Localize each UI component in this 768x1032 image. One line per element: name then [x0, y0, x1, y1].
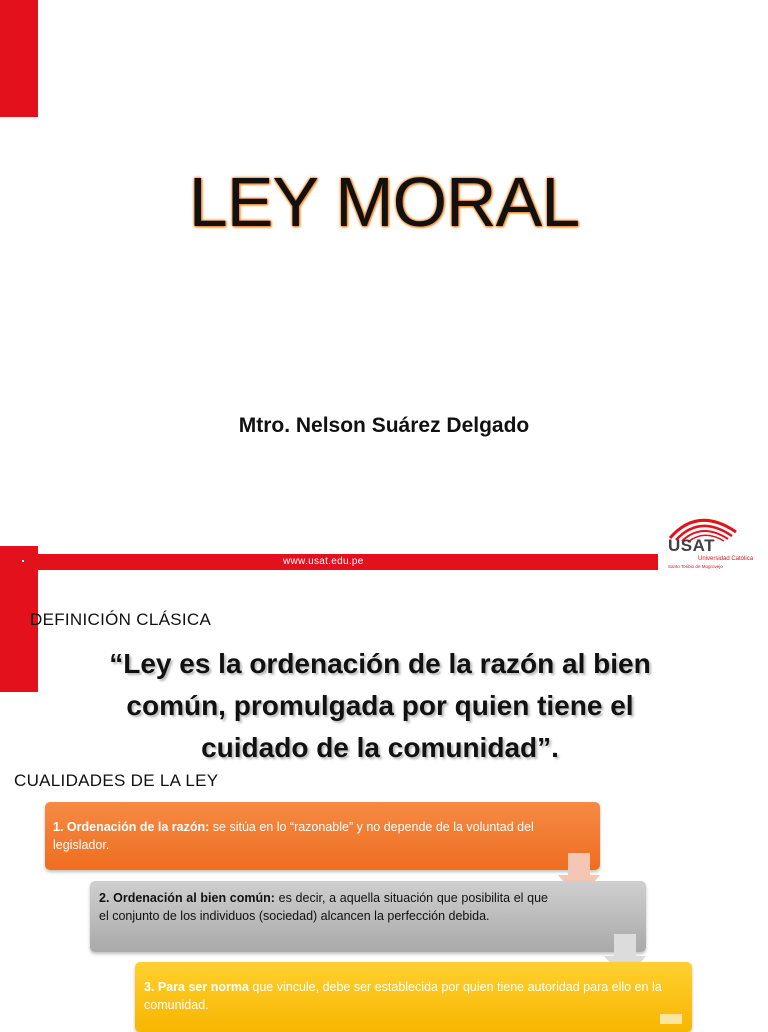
- quality-1-lead: 1. Ordenación de la razón:: [53, 820, 210, 834]
- quality-2-lead: 2. Ordenación al bien común:: [99, 891, 275, 905]
- footer-url: www.usat.edu.pe: [283, 556, 364, 567]
- quality-3-text: que vincule, debe ser establecida por quien tiene autoridad para ello en la comunidad.: [144, 980, 662, 1012]
- logo-subtitle: Universidad Católica: [698, 556, 754, 562]
- definition-heading: DEFINICIÓN CLÁSICA: [30, 610, 212, 629]
- quality-box-1: [45, 802, 600, 870]
- down-arrow-icon: [650, 1014, 692, 1024]
- quality-box-2: [90, 881, 646, 952]
- quality-2-text: es decir, a aquella situación que posibilita el que el conjunto de los individuos (sociedad) alcancen la perfección debida.: [99, 891, 549, 923]
- slide-title: LEY MORAL: [188, 163, 580, 241]
- quality-box-3: [135, 962, 692, 1032]
- qualities-heading: CUALIDADES DE LA LEY: [14, 771, 219, 790]
- slide1-red-accent: [0, 0, 38, 117]
- slide2-bullet-dot: [22, 560, 24, 562]
- quality-1-text: se sitúa en lo “razonable” y no depende de la voluntad del legislador.: [53, 820, 534, 852]
- logo-subtitle-2: Santo Toribio de Mogrovejo: [668, 564, 723, 569]
- author-name: Mtro. Nelson Suárez Delgado: [238, 414, 530, 437]
- logo-name: USAT: [668, 536, 716, 555]
- quality-3-lead: 3. Para ser norma: [144, 980, 249, 994]
- definition-quote: “Ley es la ordenación de la razón al bien común, promulgada por quien tiene el cuidado de la comunidad”.: [109, 648, 651, 763]
